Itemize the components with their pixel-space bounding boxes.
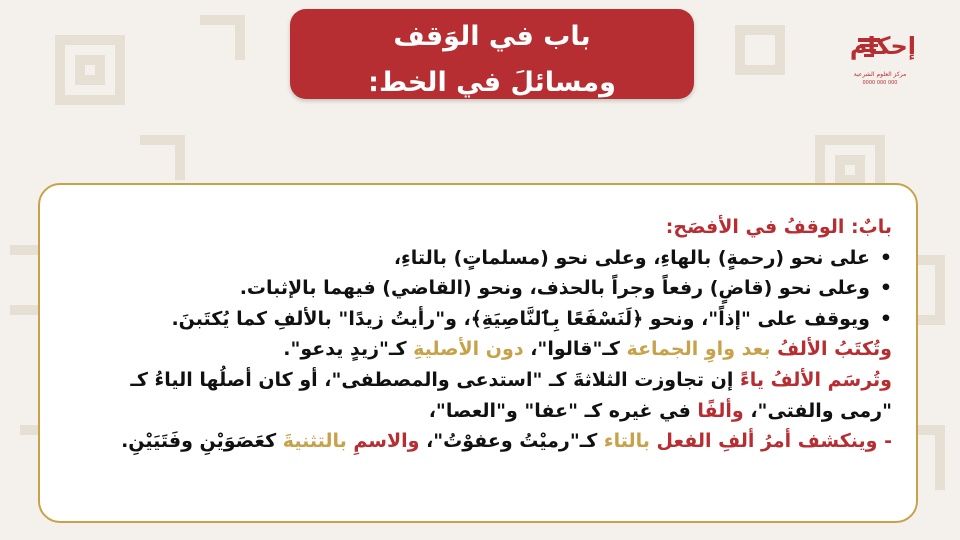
title-line-2: ومسائلَ في الخط: xyxy=(368,67,616,98)
logo-contact: 0000 000 000 xyxy=(862,80,898,86)
title-banner xyxy=(290,9,694,99)
bullet-icon: • xyxy=(879,277,892,300)
bullet-item-2: •وعلى نحو (قاضٍ) رفعاً وجراً بالحذف، ونحو (القاضي) فيهما بالإثبات. xyxy=(52,273,892,304)
bullet-item-3: •ويوقف على "إذاً"، ونحو ﴿لَنَسْفَعًا بِٱلنَّاصِيَةِ﴾، و"رأيتُ زيدًا" بالألفِ كما يُكتَبنَ. xyxy=(52,304,892,335)
section-heading: بابٌ: الوقفُ في الأفصَح: xyxy=(665,216,892,238)
logo-subtitle: مركز العلوم الشرعية xyxy=(853,71,907,78)
bullet-icon: • xyxy=(879,307,892,330)
bullet-icon: • xyxy=(879,246,892,269)
rule-revealing-alif: - وينكشف أمرُ ألفِ الفعل بالتاء كـ"رميْتُ وعفوْتُ"، والاسمِ بالتثنيةَ كعَصَوَيْنِ وفَتَيَيْنِ. xyxy=(121,430,892,453)
bullet-item-1: •على نحو (رحمةٍ) بالهاءِ، وعلى نحو (مسلماتٍ) بالتاءِ، xyxy=(52,243,892,274)
rule-alif-after-waw: وتُكتَبُ الألفُ بعد واوِ الجماعة كـ"قالوا"، دون الأصليةِ كـ"زيدٍ يدعو". xyxy=(283,338,892,361)
logo xyxy=(846,24,916,94)
title-line-1: باب في الوَقف xyxy=(393,21,591,52)
content-text xyxy=(52,212,892,457)
logo-name: إحكام xyxy=(849,32,916,60)
rule-alif-as-ya-continued: "رمى والفتى"، وألفًا في غيره كـ "عفا" و"العصا"، xyxy=(428,399,892,422)
rule-alif-as-ya: وتُرسَم الألفُ ياءً إن تجاوزت الثلاثةَ كـ "استدعى والمصطفى"، أو كان أصلُها الياءُ كـ xyxy=(130,368,892,391)
